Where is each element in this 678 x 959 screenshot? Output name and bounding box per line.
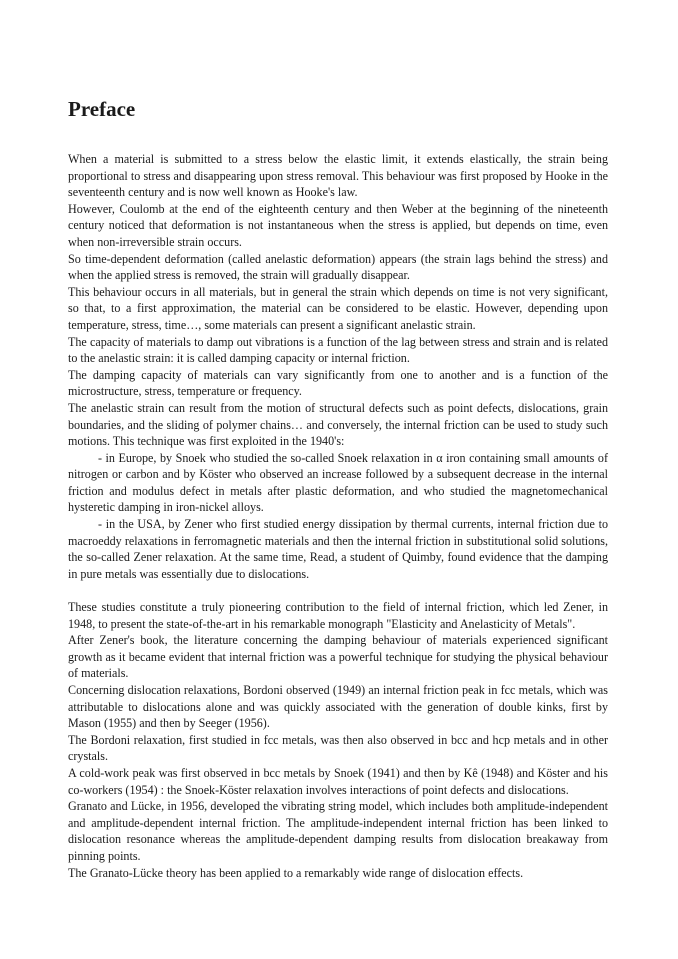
paragraph: The damping capacity of materials can vary significantly from one to another and is a function of the microstructure, stress, temperature or frequency.: [68, 367, 608, 399]
paragraph: The capacity of materials to damp out vibrations is a function of the lag between stress and strain and is related to the anelastic strain: it is called damping capacity or internal friction.: [68, 334, 608, 366]
paragraph: The Granato-Lücke theory has been applied to a remarkably wide range of dislocation effects.: [68, 865, 524, 880]
list-item-usa: - in the USA, by Zener who first studied energy dissipation by thermal currents, internal friction due to macroeddy relaxations in ferromagnetic materials and then the internal friction in substitutional solid solutions, the so-called Zener relaxation. At the same time, Read, a student of Quimby, found evidence that the damping in pure metals was essentially due to dislocations.: [68, 517, 608, 581]
paragraph: A cold-work peak was first observed in bcc metals by Snoek (1941) and then by Kê (1948) and Köster and his co-workers (1954) : the Snoek-Köster relaxation involves interactions of point defects and dislocations.: [68, 765, 608, 797]
paragraph: This behaviour occurs in all materials, but in general the strain which depends on time is not very significant, so that, to a first approximation, the material can be considered to be elastic. However, depending upon temperature, stress, time…, some materials can present a significant anelastic strain.: [68, 284, 608, 332]
paragraph: So time-dependent deformation (called anelastic deformation) appears (the strain lags behind the stress) and when the applied stress is removed, the strain will gradually disappear.: [68, 251, 608, 283]
paragraph: The Bordoni relaxation, first studied in fcc metals, was then also observed in bcc and hcp metals and in other crystals.: [68, 732, 608, 764]
paragraph: Granato and Lücke, in 1956, developed the vibrating string model, which includes both amplitude-independent and amplitude-dependent internal friction. The amplitude-independent internal friction has been linked to dislocation resonance whereas the amplitude-dependent damping results from dislocation breakaway from pinning points.: [68, 799, 608, 863]
paragraph: However, Coulomb at the end of the eighteenth century and then Weber at the beginning of the nineteenth century noticed that deformation is not instantaneous when the stress is applied, but depends on time, even when non-irreversible strain occurs.: [68, 201, 608, 249]
page-title: Preface: [68, 97, 136, 121]
paragraph: After Zener's book, the literature concerning the damping behaviour of materials experienced significant growth as it became evident that internal friction was a powerful technique for studying the physical behaviour of materials.: [68, 633, 608, 681]
paragraph: Concerning dislocation relaxations, Bordoni observed (1949) an internal friction peak in fcc metals, which was attributable to dislocations alone and was quickly associated with the generation of double kinks, first by Mason (1955) and then by Seeger (1956).: [68, 683, 608, 731]
paragraph: When a material is submitted to a stress below the elastic limit, it extends elastically, the strain being proportional to stress and disappearing upon stress removal. This behaviour was first proposed by Hooke in the seventeenth century and is now well known as Hooke's law.: [68, 152, 608, 200]
preface-body: [68, 151, 608, 881]
paragraph: These studies constitute a truly pioneering contribution to the field of internal friction, which led Zener, in 1948, to present the state-of-the-art in his remarkable monograph "Elasticity and Anelasticity of Metals".: [68, 600, 608, 631]
paragraph: The anelastic strain can result from the motion of structural defects such as point defects, dislocations, grain boundaries, and the sliding of polymer chains… and conversely, the internal friction can be used to study such motions. This technique was first exploited in the 1940's:: [68, 400, 608, 449]
list-item-europe: - in Europe, by Snoek who studied the so-called Snoek relaxation in α iron containing small amounts of nitrogen or carbon and by Köster who observed an increase followed by a subsequent decrease in the internal friction and modulus defect in metals after plastic deformation, and who studied the magnetomechanical hysteretic damping in iron-nickel alloys.: [68, 450, 608, 515]
